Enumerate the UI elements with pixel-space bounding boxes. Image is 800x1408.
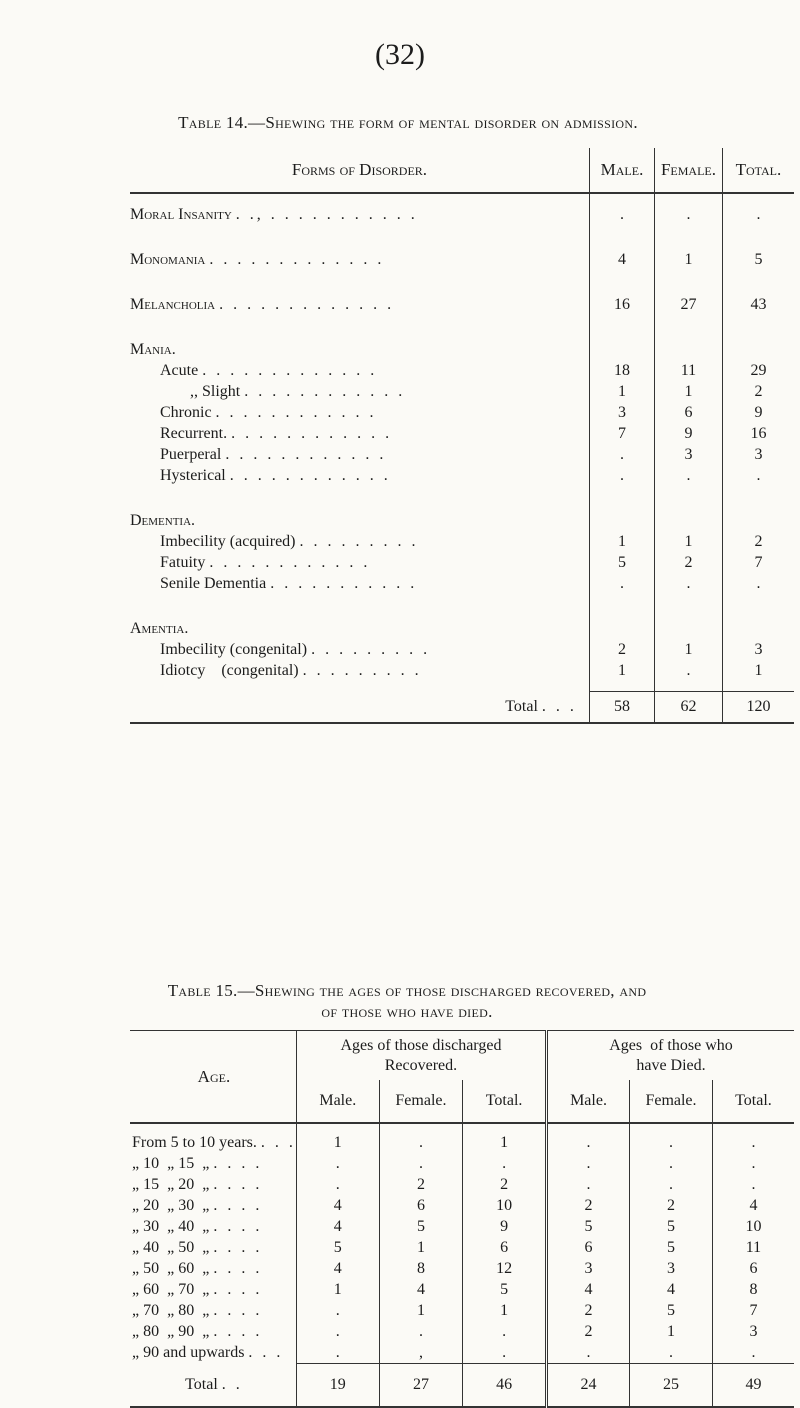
total-cell: 7 [722, 552, 794, 573]
leader-dots: . . . . . . . . . . . . [215, 403, 377, 421]
leader-dots: . . . . . . . . . . . . . [202, 361, 378, 379]
female-cell: 27 [655, 294, 723, 315]
recovered-total-cell: 6 [463, 1237, 547, 1258]
died-total-cell: 10 [712, 1216, 794, 1237]
died-total-cell: 11 [712, 1237, 794, 1258]
died-male-header: Male. [547, 1080, 630, 1123]
total-cell: 2 [722, 381, 794, 402]
age-range-label: „ 30 „ 40 „ [132, 1217, 210, 1235]
recovered-male-cell: 4 [296, 1195, 379, 1216]
row-label: Moral Insanity [130, 205, 232, 223]
leader-dots: . . . . [213, 1175, 263, 1193]
age-range-label: „ 80 „ 90 „ [132, 1322, 210, 1340]
recovered-female-cell: 1 [379, 1300, 462, 1321]
table-row [130, 1153, 794, 1174]
died-total-cell: 8 [712, 1279, 794, 1300]
total-cell: 43 [722, 294, 794, 315]
age-range-label: „ 10 „ 15 „ [132, 1154, 210, 1172]
total-label: Total [505, 697, 538, 715]
group-heading-row [130, 339, 794, 360]
male-header: Male. [589, 148, 654, 193]
total-cell: 1 [722, 660, 794, 681]
female-cell: 1 [655, 531, 723, 552]
recovered-female-cell: 5 [379, 1216, 462, 1237]
table-row [130, 573, 794, 594]
page-number: (32) [375, 38, 425, 71]
leader-dots: . . . . . . . . . [311, 640, 431, 658]
total-cell: 3 [722, 444, 794, 465]
recovered-total-cell: 10 [463, 1195, 547, 1216]
recovered-male-cell: . [296, 1153, 379, 1174]
died-total-cell: . [712, 1342, 794, 1364]
died-total-cell: 7 [712, 1300, 794, 1321]
died-male-cell: 5 [547, 1216, 630, 1237]
died-total-cell: 3 [712, 1321, 794, 1342]
leader-dots: . . . . [213, 1259, 263, 1277]
table15-caption-line1: Table 15.—Shewing the ages of those discharged recovered, and [167, 981, 647, 1000]
table-row [130, 1174, 794, 1195]
age-range-label: „ 40 „ 50 „ [132, 1238, 210, 1256]
table-row [130, 444, 794, 465]
leader-dots: . . . . . . . . . . . . . [219, 295, 395, 313]
male-cell: . [589, 573, 654, 594]
recovered-female-total: 27 [379, 1364, 462, 1408]
recovered-total-cell: 1 [463, 1123, 547, 1153]
row-label: Imbecility (acquired) [160, 532, 296, 550]
recovered-total-total: 46 [463, 1364, 547, 1408]
age-header: Age. [130, 1031, 296, 1124]
row-label: Acute [160, 361, 199, 379]
died-total-cell: . [712, 1123, 794, 1153]
leader-dots: . . . . [213, 1238, 263, 1256]
male-cell: . [589, 204, 654, 225]
row-label: Fatuity [160, 553, 206, 571]
leader-dots: . . . . . . . . . [302, 661, 422, 679]
row-label: Idiotcy (congenital) [160, 661, 299, 679]
leader-dots: . . . . [213, 1196, 263, 1214]
recovered-total-cell: 9 [463, 1216, 547, 1237]
died-female-cell: . [630, 1342, 713, 1364]
recovered-female-cell: 6 [379, 1195, 462, 1216]
table-row [130, 381, 794, 402]
died-female-cell: 1 [630, 1321, 713, 1342]
grand-total: 120 [722, 692, 794, 724]
table-row [130, 423, 794, 444]
row-label: Senile Dementia [160, 574, 267, 592]
recovered-total-cell: . [463, 1342, 547, 1364]
total-cell: 2 [722, 531, 794, 552]
leader-dots: . . . . [213, 1301, 263, 1319]
died-male-cell: . [547, 1342, 630, 1364]
leader-dots: . . . . [213, 1322, 263, 1340]
table-row [130, 1279, 794, 1300]
died-female-cell: . [630, 1123, 713, 1153]
male-cell: 7 [589, 423, 654, 444]
table-row [130, 1258, 794, 1279]
died-female-cell: 2 [630, 1195, 713, 1216]
female-cell: . [655, 465, 723, 486]
table-row [130, 1237, 794, 1258]
leader-dots: . . [221, 1375, 243, 1393]
died-male-cell: 4 [547, 1279, 630, 1300]
male-cell: 18 [589, 360, 654, 381]
died-male-cell: 3 [547, 1258, 630, 1279]
recovered-male-cell: . [296, 1321, 379, 1342]
leader-dots: . ., . . . . . . . . . . . [235, 205, 418, 223]
table-row [130, 1300, 794, 1321]
died-female-cell: 5 [630, 1216, 713, 1237]
died-female-cell: 4 [630, 1279, 713, 1300]
died-male-cell: . [547, 1174, 630, 1195]
leader-dots: . . . . . . . . . . . . [229, 466, 391, 484]
died-female-cell: 3 [630, 1258, 713, 1279]
female-cell: 1 [655, 639, 723, 660]
male-total: 58 [589, 692, 654, 724]
leader-dots: . . . . . . . . . . . . [231, 424, 393, 442]
recovered-female-cell: 2 [379, 1174, 462, 1195]
table15-caption-line2: of those who have died. [321, 1002, 493, 1021]
age-range-label: „ 20 „ 30 „ [132, 1196, 210, 1214]
age-range-label: From 5 to 10 years. [132, 1133, 257, 1151]
age-range-label: „ 15 „ 20 „ [132, 1175, 210, 1193]
female-cell: 1 [655, 381, 723, 402]
died-male-cell: 2 [547, 1300, 630, 1321]
female-cell: 11 [655, 360, 723, 381]
leader-dots: . . . . . . . . . [299, 532, 419, 550]
leader-dots: . . . . [213, 1154, 263, 1172]
female-cell: . [655, 660, 723, 681]
recovered-female-header: Female. [379, 1080, 462, 1123]
forms-header: Forms of Disorder. [130, 148, 589, 193]
table15-total-row [130, 1364, 794, 1408]
died-male-cell: 2 [547, 1321, 630, 1342]
row-label: Recurrent. [160, 424, 228, 442]
died-total-header: Total. [712, 1080, 794, 1123]
recovered-header-line1: Ages of those discharged [340, 1036, 502, 1054]
recovered-male-header: Male. [296, 1080, 379, 1123]
table-row [130, 402, 794, 423]
total-cell: . [722, 204, 794, 225]
died-female-cell: . [630, 1153, 713, 1174]
table-row [130, 660, 794, 681]
died-male-cell: . [547, 1153, 630, 1174]
recovered-group-header [296, 1031, 546, 1081]
row-label: Chronic [160, 403, 212, 421]
male-cell: . [589, 444, 654, 465]
died-female-cell: 5 [630, 1237, 713, 1258]
total-cell: 3 [722, 639, 794, 660]
died-header-line1: Ages of those who [609, 1036, 733, 1054]
table-row [130, 531, 794, 552]
row-label: Hysterical [160, 466, 226, 484]
recovered-female-cell: 1 [379, 1237, 462, 1258]
leader-dots: . . . . . . . . . . . [270, 574, 418, 592]
total-label: Total [185, 1375, 218, 1393]
recovered-total-cell: . [463, 1153, 547, 1174]
leader-dots: . . . . . . . . . . . . [225, 445, 387, 463]
leader-dots: . . . . [213, 1280, 263, 1298]
age-range-label: „ 60 „ 70 „ [132, 1280, 210, 1298]
total-cell: 29 [722, 360, 794, 381]
died-female-header: Female. [630, 1080, 713, 1123]
recovered-female-cell: . [379, 1321, 462, 1342]
table-row [130, 294, 794, 315]
table15-caption [22, 980, 792, 1022]
female-cell: 6 [655, 402, 723, 423]
table-row [130, 552, 794, 573]
male-cell: . [589, 465, 654, 486]
recovered-male-total: 19 [296, 1364, 379, 1408]
mania-heading: Mania. [130, 340, 176, 358]
total-cell: 5 [722, 249, 794, 270]
total-header: Total. [722, 148, 794, 193]
died-total-cell: 4 [712, 1195, 794, 1216]
female-cell: 1 [655, 249, 723, 270]
table-row [130, 204, 794, 225]
table-row [130, 1342, 794, 1364]
age-range-label: „ 70 „ 80 „ [132, 1301, 210, 1319]
table15 [130, 1030, 794, 1408]
row-label: ,, Slight [190, 382, 241, 400]
female-total: 62 [655, 692, 723, 724]
recovered-header-line2: Recovered. [384, 1056, 458, 1074]
table-row [130, 1123, 794, 1153]
recovered-male-cell: . [296, 1342, 379, 1364]
died-header-line2: have Died. [636, 1056, 706, 1074]
died-total-cell: 6 [712, 1258, 794, 1279]
male-cell: 1 [589, 531, 654, 552]
male-cell: 2 [589, 639, 654, 660]
recovered-female-cell: . [379, 1153, 462, 1174]
recovered-total-header: Total. [463, 1080, 547, 1123]
recovered-total-cell: 5 [463, 1279, 547, 1300]
died-female-total: 25 [630, 1364, 713, 1408]
died-group-header [547, 1031, 795, 1081]
table15-header-row1 [130, 1031, 794, 1081]
table-row [130, 639, 794, 660]
recovered-female-cell: 8 [379, 1258, 462, 1279]
leader-dots: . . . . [213, 1217, 263, 1235]
table14 [130, 148, 794, 724]
group-heading-row [130, 510, 794, 531]
recovered-total-cell: 12 [463, 1258, 547, 1279]
recovered-total-cell: 2 [463, 1174, 547, 1195]
died-female-cell: 5 [630, 1300, 713, 1321]
male-cell: 16 [589, 294, 654, 315]
recovered-male-cell: 5 [296, 1237, 379, 1258]
recovered-male-cell: . [296, 1174, 379, 1195]
amentia-heading: Amentia. [130, 619, 189, 637]
row-label: Puerperal [160, 445, 222, 463]
died-male-cell: 6 [547, 1237, 630, 1258]
table-row [130, 1216, 794, 1237]
female-cell: . [655, 573, 723, 594]
died-total-total: 49 [712, 1364, 794, 1408]
died-male-total: 24 [547, 1364, 630, 1408]
group-heading-row [130, 618, 794, 639]
female-header: Female. [655, 148, 723, 193]
died-male-cell: 2 [547, 1195, 630, 1216]
female-cell: . [655, 204, 723, 225]
row-label: Melancholia [130, 295, 216, 313]
female-cell: 9 [655, 423, 723, 444]
died-male-cell: . [547, 1123, 630, 1153]
table14-header-row [130, 148, 794, 193]
recovered-total-cell: 1 [463, 1300, 547, 1321]
recovered-female-cell: , [379, 1342, 462, 1364]
recovered-female-cell: . [379, 1123, 462, 1153]
recovered-male-cell: 1 [296, 1279, 379, 1300]
dementia-heading: Dementia. [130, 511, 196, 529]
male-cell: 5 [589, 552, 654, 573]
total-cell: . [722, 573, 794, 594]
total-cell: 16 [722, 423, 794, 444]
total-cell: 9 [722, 402, 794, 423]
female-cell: 3 [655, 444, 723, 465]
leader-dots: . . . . . . . . . . . . [244, 382, 406, 400]
table-row [130, 1321, 794, 1342]
row-label: Imbecility (congenital) [160, 640, 308, 658]
leader-dots: . . . . . . . . . . . . . [209, 250, 385, 268]
row-label: Monomania [130, 250, 206, 268]
table14-total-row [130, 692, 794, 724]
table-row [130, 465, 794, 486]
leader-dots: . . . [260, 1133, 296, 1151]
recovered-male-cell: 1 [296, 1123, 379, 1153]
male-cell: 3 [589, 402, 654, 423]
table-row [130, 360, 794, 381]
leader-dots: . . . [248, 1343, 284, 1361]
recovered-male-cell: 4 [296, 1216, 379, 1237]
table14-caption: Table 14.—Shewing the form of mental disorder on admission. [178, 113, 638, 132]
total-cell: . [722, 465, 794, 486]
died-total-cell: . [712, 1153, 794, 1174]
leader-dots: . . . [541, 697, 577, 715]
died-total-cell: . [712, 1174, 794, 1195]
male-cell: 1 [589, 381, 654, 402]
recovered-total-cell: . [463, 1321, 547, 1342]
table-row [130, 249, 794, 270]
recovered-male-cell: 4 [296, 1258, 379, 1279]
male-cell: 1 [589, 660, 654, 681]
age-range-label: „ 50 „ 60 „ [132, 1259, 210, 1277]
leader-dots: . . . . . . . . . . . . [209, 553, 371, 571]
recovered-male-cell: . [296, 1300, 379, 1321]
died-female-cell: . [630, 1174, 713, 1195]
female-cell: 2 [655, 552, 723, 573]
table-row [130, 1195, 794, 1216]
male-cell: 4 [589, 249, 654, 270]
age-range-label: „ 90 and upwards [132, 1343, 245, 1361]
recovered-female-cell: 4 [379, 1279, 462, 1300]
